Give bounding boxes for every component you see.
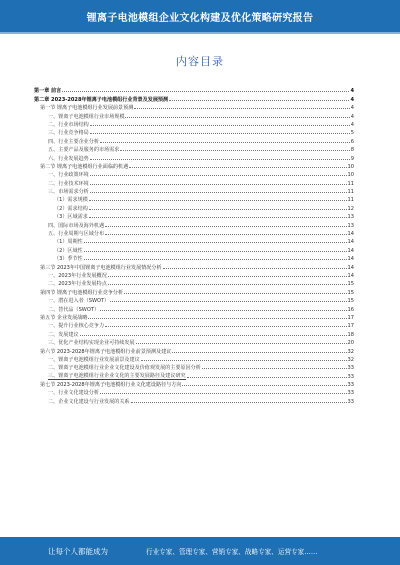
- toc-leader-dots: [90, 133, 350, 134]
- toc-page-number: 13: [347, 214, 354, 221]
- toc-entry[interactable]: [34, 321, 354, 329]
- toc-page-number: 32: [347, 348, 354, 355]
- toc-page-number: 16: [347, 306, 354, 313]
- toc-page-number: 4: [350, 96, 354, 103]
- toc-page-number: 33: [347, 382, 354, 389]
- toc-entry[interactable]: [34, 229, 354, 237]
- toc-leader-dots: [80, 335, 347, 336]
- toc-entry[interactable]: [34, 162, 354, 170]
- toc-entry[interactable]: [34, 371, 354, 379]
- toc-entry-text: 一、行业文化建设分析: [48, 390, 99, 397]
- toc-entry-text: 五、主要产品及服务的市场需求: [48, 147, 120, 154]
- toc-entry-text: 二、行业技术环境: [48, 180, 89, 187]
- toc-page-number: 10: [347, 163, 354, 170]
- toc-leader-dots: [120, 150, 349, 151]
- toc-entry-text: 三、优化产业结构实现企业可持续发展: [48, 340, 135, 347]
- toc-page-number: 33: [347, 373, 354, 380]
- toc-leader-dots: [136, 343, 347, 344]
- toc-leader-dots: [100, 310, 346, 311]
- footer-bar: [0, 537, 400, 565]
- toc-entry-text: 第一章 前言: [34, 88, 62, 95]
- toc-entry[interactable]: [34, 346, 354, 354]
- toc-entry[interactable]: [34, 355, 354, 363]
- toc-entry[interactable]: [34, 296, 354, 304]
- footer-tagline: 行业专家、管理专家、营销专家、战略专家、运营专家……: [146, 548, 318, 556]
- toc-entry[interactable]: [34, 237, 354, 245]
- toc-entry[interactable]: [34, 388, 354, 396]
- toc-page-number: 11: [347, 189, 354, 196]
- toc-entry[interactable]: [34, 195, 354, 203]
- toc-entry[interactable]: [34, 304, 354, 312]
- toc-entry[interactable]: [34, 220, 354, 228]
- toc-page-number: 20: [347, 340, 354, 347]
- toc-page-number: 4: [350, 105, 354, 112]
- toc-leader-dots: [90, 175, 347, 176]
- toc-entry[interactable]: [34, 279, 354, 287]
- toc-page-number: 4: [350, 121, 354, 128]
- toc-leader-dots: [100, 393, 347, 394]
- toc-leader-dots: [62, 91, 349, 92]
- toc-page-number: 14: [347, 256, 354, 263]
- toc-page-number: 9: [350, 155, 354, 162]
- toc-page-number: 33: [347, 365, 354, 372]
- toc-entry-text: 一、行业政策环境: [48, 172, 89, 179]
- toc-leader-dots: [84, 242, 347, 243]
- toc-entry-text: 二、发展建议: [48, 331, 79, 338]
- toc-entry[interactable]: [34, 287, 354, 295]
- toc-entry[interactable]: [34, 203, 354, 211]
- toc-leader-dots: [84, 259, 347, 260]
- toc-entry[interactable]: [34, 313, 354, 321]
- toc-leader-dots: [110, 301, 346, 302]
- toc-entry-text: （1）需求规模: [54, 197, 88, 204]
- toc-entry[interactable]: [34, 380, 354, 388]
- toc-leader-dots: [131, 402, 347, 403]
- toc-page-number: 10: [347, 172, 354, 179]
- toc-entry-text: 第二节 锂离子电池模组行业面临的机遇: [40, 163, 129, 170]
- toc-entry-text: 二、替代品（SWOT）: [48, 306, 100, 313]
- toc-leader-dots: [129, 167, 346, 168]
- toc-page-number: 14: [347, 264, 354, 271]
- toc-page-number: 8: [350, 147, 354, 154]
- toc-entry-text: 三、市场需求分析: [48, 189, 89, 196]
- toc-entry-text: （1）周期性: [54, 239, 83, 246]
- toc-page-number: 14: [347, 247, 354, 254]
- toc-leader-dots: [124, 293, 346, 294]
- toc-leader-dots: [108, 284, 347, 285]
- toc-page-number: 15: [347, 281, 354, 288]
- toc-entry[interactable]: [34, 170, 354, 178]
- toc-entry-text: 第六节 2023-2028年锂离子电池模组行业前景预测及建议: [40, 348, 172, 355]
- table-of-contents: [34, 86, 354, 405]
- toc-entry[interactable]: [34, 94, 354, 102]
- toc-leader-dots: [89, 217, 347, 218]
- toc-page-number: 15: [347, 298, 354, 305]
- toc-entry-text: 二、2023年行业发展特点: [48, 281, 107, 288]
- toc-entry[interactable]: [34, 338, 354, 346]
- toc-entry-text: 三、行业竞争格局: [48, 130, 89, 137]
- toc-entry[interactable]: [34, 128, 354, 136]
- toc-page-number: 13: [347, 222, 354, 229]
- toc-entry-text: 四、国际市场及海外机遇: [48, 222, 105, 229]
- toc-leader-dots: [169, 100, 349, 101]
- toc-entry-text: 一、锂离子电池模组行业发展前景及建议: [48, 356, 140, 363]
- toc-leader-dots: [90, 159, 350, 160]
- toc-entry-text: （3）季节性: [54, 256, 83, 263]
- toc-entry[interactable]: [34, 136, 354, 144]
- toc-entry-text: 二、行业市场结构: [48, 121, 89, 128]
- toc-page-number: 11: [347, 197, 354, 204]
- toc-leader-dots: [88, 318, 346, 319]
- toc-entry[interactable]: [34, 212, 354, 220]
- toc-page-number: 14: [347, 231, 354, 238]
- toc-page-number: 6: [350, 138, 354, 145]
- toc-entry-text: 二、锂离子电池模组行业企业文化建设及价值观发展的主要原因分析: [48, 365, 201, 372]
- toc-entry[interactable]: [34, 254, 354, 262]
- header-bar: [0, 0, 400, 32]
- toc-entry[interactable]: [34, 178, 354, 186]
- toc-entry[interactable]: [34, 187, 354, 195]
- toc-leader-dots: [141, 360, 347, 361]
- toc-leader-dots: [100, 142, 350, 143]
- toc-entry[interactable]: [34, 363, 354, 371]
- toc-heading: 内容目录: [176, 55, 224, 68]
- toc-entry[interactable]: [34, 153, 354, 161]
- toc-entry-text: （3）区域需求: [54, 214, 88, 221]
- toc-leader-dots: [105, 234, 346, 235]
- toc-leader-dots: [202, 368, 347, 369]
- toc-leader-dots: [105, 226, 346, 227]
- toc-page-number: 12: [347, 205, 354, 212]
- toc-page-number: 32: [347, 356, 354, 363]
- toc-leader-dots: [90, 184, 347, 185]
- toc-entry-text: （2）需求结构: [54, 205, 88, 212]
- toc-entry-text: 一、2023年行业发展概况: [48, 272, 107, 279]
- toc-page-number: 5: [350, 130, 354, 137]
- toc-leader-dots: [84, 251, 347, 252]
- header-divider: [0, 32, 400, 34]
- toc-entry-text: 三、锂离子电池模组行业企业文化的主要发展路径及建议研究: [48, 372, 186, 379]
- toc-page-number: 15: [347, 289, 354, 296]
- toc-page-number: 4: [350, 88, 354, 95]
- toc-leader-dots: [105, 326, 346, 327]
- toc-entry-text: 第五节 企业发展战略: [40, 314, 88, 321]
- toc-entry-text: 第一节 锂离子电池模组行业发展前景预测: [40, 105, 134, 112]
- toc-leader-dots: [125, 117, 349, 118]
- toc-entry-text: 第四节 锂离子电池模组行业竞争分析: [40, 289, 124, 296]
- toc-leader-dots: [163, 268, 347, 269]
- toc-entry[interactable]: [34, 111, 354, 119]
- toc-entry-text: 一、潜在进入者（SWOT）: [48, 298, 110, 305]
- toc-leader-dots: [89, 209, 347, 210]
- toc-entry-text: 四、行业主要企业分析: [48, 138, 99, 145]
- toc-page-number: 33: [347, 390, 354, 397]
- toc-entry[interactable]: [34, 396, 354, 404]
- toc-page-number: 17: [347, 314, 354, 321]
- toc-leader-dots: [182, 385, 346, 386]
- toc-leader-dots: [108, 276, 347, 277]
- toc-page-number: 17: [347, 323, 354, 330]
- toc-entry-text: 第七节 2023-2028年锂离子电池模组行业文化建设路径与方向: [40, 382, 182, 389]
- toc-page-number: 11: [347, 180, 354, 187]
- report-title: 锂离子电池模组企业文化构建及优化策略研究报告: [86, 12, 314, 24]
- toc-page-number: 33: [347, 398, 354, 405]
- toc-entry[interactable]: [34, 103, 354, 111]
- toc-leader-dots: [187, 377, 347, 378]
- toc-leader-dots: [89, 200, 347, 201]
- footer-slogan: 让每个人都能成为: [48, 546, 108, 556]
- toc-entry[interactable]: [34, 120, 354, 128]
- toc-entry-text: 一、提升行业核心竞争力: [48, 323, 105, 330]
- toc-leader-dots: [134, 108, 349, 109]
- toc-page-number: 14: [347, 272, 354, 279]
- toc-entry-text: 二、企业文化建设与行业发展的关系: [48, 398, 130, 405]
- toc-entry-text: 一、锂离子电池模组行业市场规模: [48, 113, 125, 120]
- toc-page-number: 4: [350, 113, 354, 120]
- toc-leader-dots: [90, 125, 350, 126]
- toc-entry-text: 第三节 2023年中国锂离子电池模组行业发展情况分析: [40, 264, 162, 271]
- toc-leader-dots: [90, 192, 347, 193]
- toc-entry[interactable]: [34, 145, 354, 153]
- toc-entry-text: 第二章 2023-2028年锂离子电池模组行业背景及发展预测: [34, 96, 169, 103]
- toc-entry-text: （2）区域性: [54, 247, 83, 254]
- toc-entry[interactable]: [34, 271, 354, 279]
- toc-entry[interactable]: [34, 245, 354, 253]
- toc-entry-text: 六、行业发展趋势: [48, 155, 89, 162]
- toc-entry[interactable]: [34, 86, 354, 94]
- toc-page-number: 18: [347, 331, 354, 338]
- toc-entry[interactable]: [34, 329, 354, 337]
- toc-entry[interactable]: [34, 262, 354, 270]
- toc-leader-dots: [172, 352, 346, 353]
- toc-page-number: 14: [347, 239, 354, 246]
- toc-entry-text: 五、行业周期与区域分布: [48, 231, 105, 238]
